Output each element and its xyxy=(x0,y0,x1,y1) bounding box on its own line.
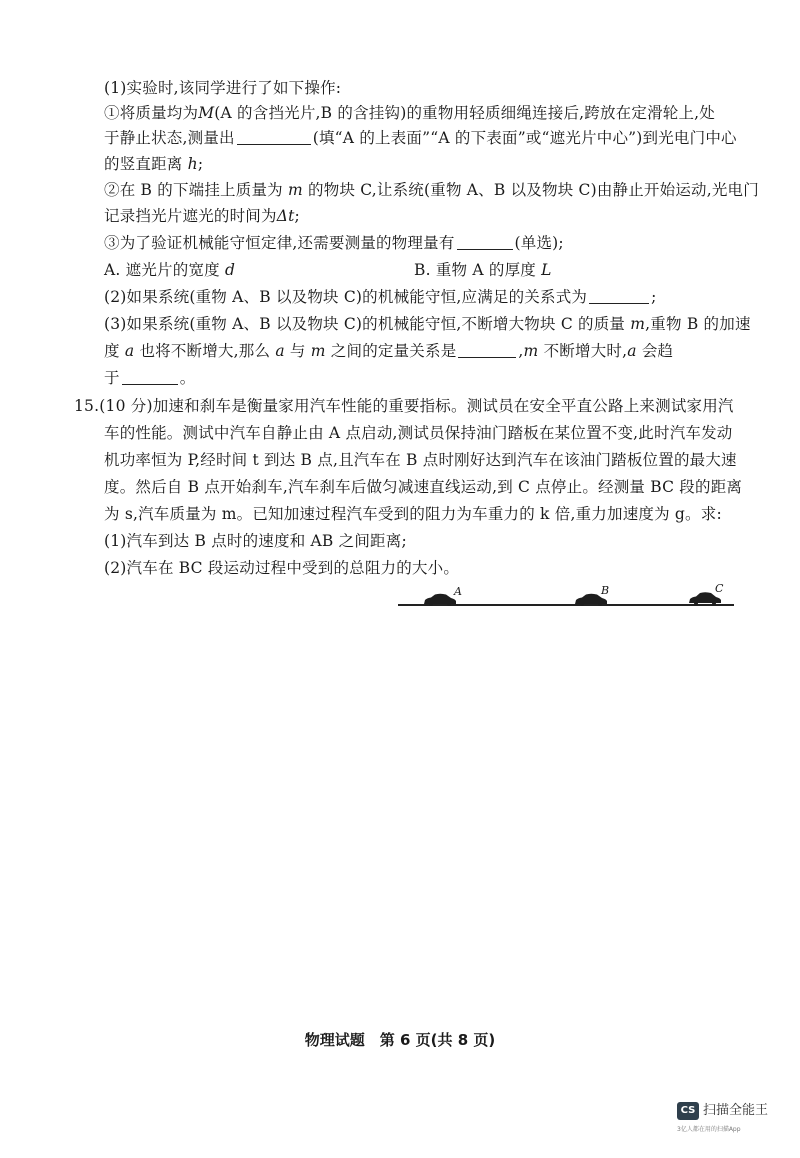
point-b-label: B xyxy=(601,584,610,597)
q14-step1-line3: 的竖直距离 h; xyxy=(104,155,204,173)
watermark-tagline: 3亿人都在用的扫描App xyxy=(677,1126,741,1133)
q15-line1: 15.(10 分)加速和刹车是衡量家用汽车性能的重要指标。测试员在安全平直公路上来测试家用汽 xyxy=(74,397,734,415)
answer-blank-2 xyxy=(457,233,513,250)
camscanner-logo-icon: CS xyxy=(677,1102,699,1120)
q14-step2-line1: ②在 B 的下端挂上质量为 m 的物块 C,让系统(重物 A、B 以及物块 C)由静止开始运动,光电门 xyxy=(104,181,759,199)
scanner-watermark xyxy=(677,1102,787,1142)
answer-blank-4 xyxy=(458,341,516,358)
q14-part3-line3: 于 。 xyxy=(104,369,196,387)
q14-step3: ③为了验证机械能守恒定律,还需要测量的物理量有 (单选); xyxy=(104,234,564,252)
q15-part1: (1)汽车到达 B 点时的速度和 AB 之间距离; xyxy=(104,532,407,550)
q14-part1-intro: (1)实验时,该同学进行了如下操作: xyxy=(104,79,342,97)
q15-line2: 车的性能。测试中汽车自静止由 A 点启动,测试员保持油门踏板在某位置不变,此时汽车发动 xyxy=(104,424,733,442)
q14-part3-line2: 度 a 也将不断增大,那么 a 与 m 之间的定量关系是 ,m 不断增大时,a 会趋 xyxy=(104,342,674,360)
option-b: B. 重物 A 的厚度 L xyxy=(414,261,552,279)
q14-step1-line1: ①将质量均为M(A 的含挡光片,B 的含挂钩)的重物用轻质细绳连接后,跨放在定滑轮上,处 xyxy=(104,104,715,122)
q14-options xyxy=(104,260,744,280)
q14-part2: (2)如果系统(重物 A、B 以及物块 C)的机械能守恒,应满足的关系式为 ; xyxy=(104,288,657,306)
answer-blank-3 xyxy=(589,287,649,304)
q14-part3-line1: (3)如果系统(重物 A、B 以及物块 C)的机械能守恒,不断增大物块 C 的质量 m,重物 B 的加速 xyxy=(104,315,751,333)
watermark-app-name: 扫描全能王 xyxy=(703,1103,769,1118)
answer-blank-5 xyxy=(122,368,178,385)
q15-line4: 度。然后自 B 点开始刹车,汽车刹车后做匀减速直线运动,到 C 点停止。经测量 BC 段的距离 xyxy=(104,478,743,496)
q14-step1-line2: 于静止状态,测量出 (填“A 的上表面”“A 的下表面”或“遮光片中心”)到光电门中心 xyxy=(104,129,737,147)
q15-line3: 机功率恒为 P,经时间 t 到达 B 点,且汽车在 B 点时刚好达到汽车在该油门踏板位置的最大速 xyxy=(104,451,737,469)
option-a: A. 遮光片的宽度 d xyxy=(104,261,236,279)
answer-blank-1 xyxy=(237,128,311,145)
q14-step2-line2: 记录挡光片遮光的时间为Δt; xyxy=(104,207,300,225)
point-a-label: A xyxy=(454,585,462,598)
page-footer: 物理试题 第 6 页(共 8 页) xyxy=(304,1031,496,1049)
car-a-icon xyxy=(423,593,457,606)
q15-line5: 为 s,汽车质量为 m。已知加速过程汽车受到的阻力为车重力的 k 倍,重力加速度为 g。求: xyxy=(104,505,722,523)
point-c-label: C xyxy=(715,582,724,595)
question-number: 15. xyxy=(74,397,100,415)
q15-part2: (2)汽车在 BC 段运动过程中受到的总阻力的大小。 xyxy=(104,559,460,577)
